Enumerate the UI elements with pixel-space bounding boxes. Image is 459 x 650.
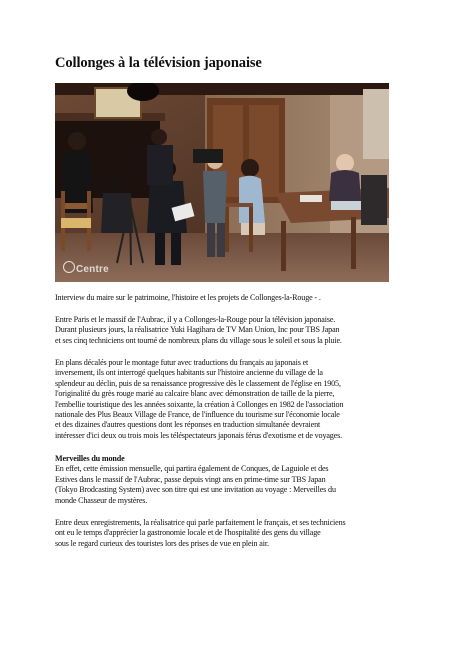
- text-line: l'embellie touristique des les années soixante, la création à Collonges en 1982 de l'association: [55, 399, 344, 409]
- interview-scene-image: [55, 83, 389, 282]
- text-line: En plans décalés pour le montage futur avec traductions du français au japonais et: [55, 358, 309, 367]
- text-line: En effet, cette émission mensuelle, qui partira également de Conques, de Laguiole et des: [55, 464, 329, 474]
- text-line: Entre deux enregistrements, la réalisatrice qui parle parfaitement le français, et ses techniciens: [55, 518, 346, 527]
- text-line: monde Chasseur de mystères.: [55, 495, 148, 505]
- text-line: l'originalité du grès rouge marié au calcaire blanc avec démonstration de taille de la pierre,: [55, 389, 335, 399]
- article-photo: [55, 83, 389, 282]
- text-line: splendeur au déclin, puis de sa renaissance progressive dès le classement de l'église en 1905,: [55, 378, 341, 388]
- text-line: intéresser d'ici deux ou trois mois les téléspectateurs japonais férus d'exotisme et de voyages.: [55, 430, 343, 440]
- caption-text: Interview du maire sur le patrimoine, l'histoire et les projets de Collonges-la-Rouge - .: [55, 293, 321, 302]
- text-line: (Tokyo Brodcasting System) avec son titre qui est une invitation au voyage : Merveilles du: [55, 485, 336, 495]
- text-line: Durant plusieurs jours, la réalisatrice Yuki Hagihara de TV Man Union, Inc pour TBS Japan: [55, 325, 340, 335]
- circle-logo-icon: [63, 261, 75, 273]
- photo-watermark: [63, 261, 109, 275]
- photo-caption: [55, 293, 410, 303]
- text-line: ont eu le temps d'apprécier la gastronomie locale et de l'hospitalité des gens du village: [55, 528, 321, 538]
- paragraph-1: [55, 315, 410, 346]
- article-title: Collonges à la télévision japonaise: [55, 55, 262, 71]
- paragraph-2: [55, 358, 410, 441]
- text-line: inversement, ils ont interrogé quelques habitants sur l'histoire ancienne du village de la: [55, 368, 323, 378]
- photo-watermark-text: Centre: [76, 264, 109, 275]
- text-line: et ses cinq techniciens ont tourné de nombreux plans du village sous le soleil et sous la pluie.: [55, 335, 342, 345]
- text-line: et des dizaines d'autres questions dont les réponses en traduction simultanée devraient: [55, 420, 321, 430]
- paragraph-3: [55, 454, 410, 506]
- paragraph-4: [55, 518, 410, 549]
- text-line: nationale des Plus Beaux Village de France, de l'influence du tourisme sur l'économie locale: [55, 410, 340, 420]
- section-subheading: Merveilles du monde: [55, 454, 125, 463]
- text-line: sous le regard curieux des touristes lors des prises de vue en plein air.: [55, 538, 269, 548]
- text-line: Entre Paris et le massif de l'Aubrac, il y a Collonges-la-Rouge pour la télévision japonaise.: [55, 315, 336, 324]
- text-line: Estives dans le massif de l'Aubrac, passe depuis vingt ans en prime-time sur TBS Japan: [55, 474, 326, 484]
